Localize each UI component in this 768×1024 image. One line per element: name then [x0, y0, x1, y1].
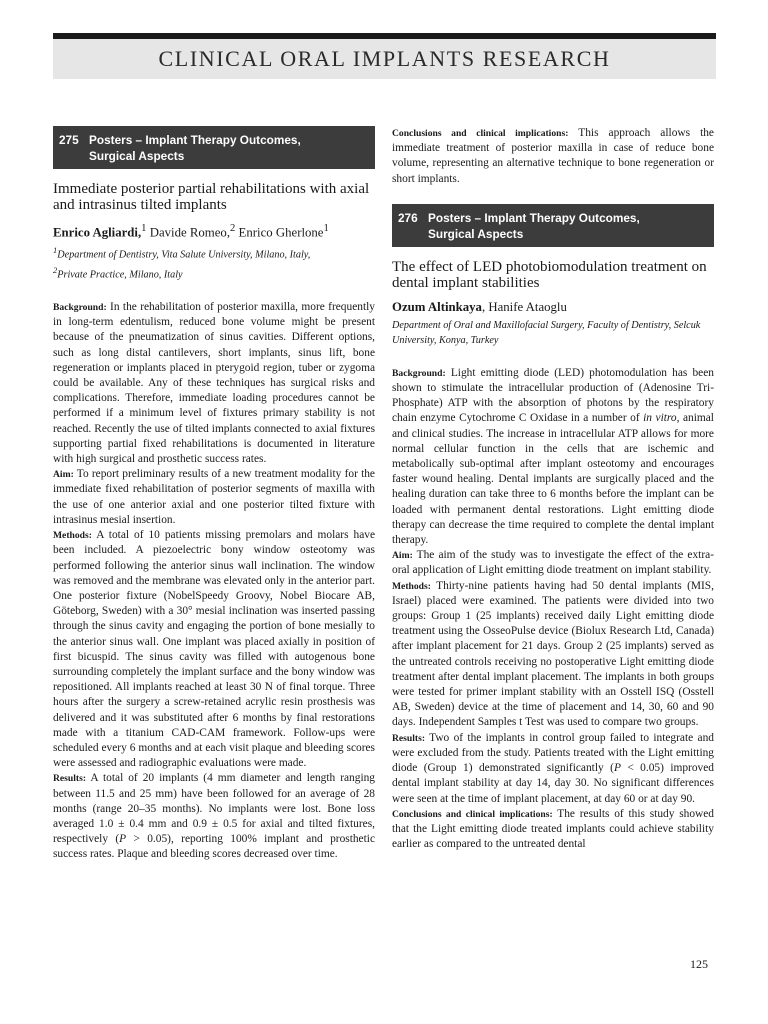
presenting-author: Enrico Agliardi,	[53, 225, 142, 240]
category-line-2: Surgical Aspects	[428, 226, 524, 241]
background-paragraph: Background: Light emitting diode (LED) photomodulation has been shown to stimulate the intracellular production of (Adenosine Tri-Phosphate) ATP with the absorption of photons by the respiratory chain enzyme Cytochrome C Oxidase in a number of in vitro, animal and clinical studies. The increase in intracellular ATP allows for more normal cellular function in the cells that are ischemic and metabolically sub-optimal after implant osteotomy and encourages faster wound healing. Dental implants are surgically placed and the healing duration can take three to 6 months before the implant can be loaded with permanent dental restorations. Light emitting diode therapy can decrease the time required to complete the dental implant therapy.	[392, 366, 714, 547]
category-line-1: Posters – Implant Therapy Outcomes,	[89, 133, 301, 147]
methods-paragraph: Methods: A total of 10 patients missing premolars and molars have been included. A piezoelectric bony window osteotomy was performed following the anterior sinus wall inclination. The window was removed and the membrane was elevated only in the anterior part. One posterior fixture (NobelSpeedy Groovy, Nobel Biocare AB, Göteborg, Sweden) with a 30° mesial inclination was inserted passing through the sinus cavity and engaging the portion of bone mesially to the anterior sinus wall. One implant was placed axially in position of first bicuspid. The sinus cavity was filled with autogenous bone surrounding completely the implant surface and the bony window was repositioned. All implants reached at least 30 N of final torque. Three hours after the surgery a screw-retained acrylic resin prosthesis was delivered and it was substituted after 6 months by final restorations made with a titanium CAD-CAM framework. Follow-ups were scheduled every 6 months and at each visit plaque and bleeding scores were assessed and radiographic evaluations were made.	[53, 529, 375, 770]
abstract-276-category-bar	[392, 204, 714, 247]
category-line-1: Posters – Implant Therapy Outcomes,	[428, 210, 640, 225]
abstract-276-authors	[392, 299, 714, 315]
author: , Hanife Ataoglu	[481, 299, 567, 314]
journal-header	[53, 33, 716, 79]
right-column	[392, 126, 714, 852]
left-column	[53, 126, 375, 863]
results-paragraph: Results: Two of the implants in control group failed to integrate and were excluded from the study. Patients treated with the Light emitting diode (Group 1) demonstrated significantly (P < 0.05) improved dental implant stability at day 14, day 30. No significant differences were seen at the time of implant placement, at day 60 or at day 90.	[392, 731, 714, 805]
abstract-275-authors: Enrico Agliardi,$^1$ Davide Romeo,$^2$ Enrico Gherlone$^1$	[53, 223, 329, 240]
affiliation-2: $^2$Private Practice, Milano, Italy	[53, 264, 183, 281]
abstract-275-title: Immediate posterior partial rehabilitations with axial and intrasinus tilted implants	[53, 181, 370, 213]
abstract-275-category-bar	[53, 126, 375, 169]
conclusions-paragraph-276: Conclusions and clinical implications: The results of this study showed that the Light emitting diode treated implants could achieve stability earlier as compared to the untreated dental	[392, 807, 714, 851]
category-line-2: Surgical Aspects	[89, 149, 185, 163]
results-paragraph: Results: A total of 20 implants (4 mm diameter and length ranging between 11.5 and 25 mm) have been followed for an average of 28 months (range 20–35 months). No implants were lost. Bone loss averaged 1.0 ± 0.4 mm and 0.9 ± 0.5 for axial and tilted fixtures, respectively (P > 0.05), reporting 100% implant and prosthetic success rates. Plaque and bleeding scores decreased over time.	[53, 772, 375, 861]
page-number: 125	[690, 957, 708, 971]
affiliation-1: $^1$Department of Dentistry, Vita Salute University, Milano, Italy,	[53, 245, 311, 261]
abstract-276-title: The effect of LED photobiomodulation treatment on dental implant stabilities	[392, 258, 707, 291]
author: Enrico Gherlone	[235, 225, 324, 240]
abstract-number: 275	[59, 133, 79, 147]
conclusions-paragraph-275: Conclusions and clinical implications: This approach allows the immediate treatment of posterior maxilla in case of reduce bone volume, representing an alternative technique to bone regeneration or short implants.	[392, 127, 714, 185]
abstract-number: 276	[398, 210, 418, 225]
journal-title: CLINICAL ORAL IMPLANTS RESEARCH	[53, 39, 716, 79]
affiliation: Department of Oral and Maxillofacial Surgery, Faculty of Dentistry, Selcuk University, Konya, Turkey	[392, 319, 701, 346]
methods-paragraph: Methods: Thirty-nine patients having had 50 dental implants (MIS, Israel) placed were examined. The patients were divided into two groups: Group 1 (25 implants) received daily Light emitting diode treatment using the OsseoPulse device (Biolux Research Ltd, Canada) after implant placement for 21 days. Group 2 (25 implants) served as the untreated controls receiving no postoperative Light emitting diode treatment after dental implant placement. The implants in both groups were tested for primer implant stability with an Osstell ISQ (Osstell AB, Sweden) device at the time of placement and 14, 30, 60 and 90 days. Independent Samples t Test was used to compare two groups.	[392, 579, 714, 729]
presenting-author: Ozum Altinkaya	[392, 299, 482, 314]
author: Davide Romeo,	[146, 225, 231, 240]
aim-paragraph: Aim: The aim of the study was to investigate the effect of the extra-oral application of Light emitting diode treatment on implant stability.	[392, 549, 714, 577]
aim-paragraph: Aim: To report preliminary results of a new treatment modality for the immediate fixed rehabilitation of posterior segments of maxilla with the use of one anterior axial and one posterior tilted fixture with intrasinus mesial insertion.	[53, 468, 375, 526]
background-paragraph: Background: In the rehabilitation of posterior maxilla, more frequently in long-term edentulism, reduced bone volume might be present because of the pneumatization of sinus cavities. Different options, such as long distal cantilevers, short implants, sinus lift, bone regeneration or implants placed in pterygoid region, tuber or zygoma could be available. Any of these techniques has surgical risks and complications. Therefore, immediate loading procedures cannot be performed if a minimum level of fixtures primary stability is not reached. Recently the use of tilted implants connected to axial fixtures supporting partial fixed rehabilitations is documented in literature with high surgical and prosthetic success rates.	[53, 301, 375, 466]
